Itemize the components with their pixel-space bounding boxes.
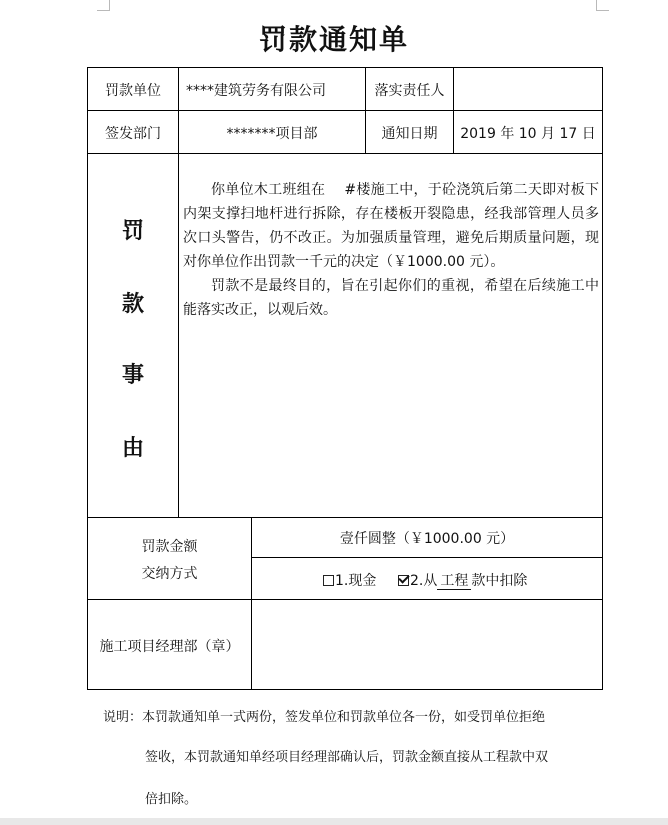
- label-penalized-unit: 罚款单位: [105, 83, 161, 99]
- document-title: 罚款通知单: [258, 23, 409, 56]
- penalty-amount-value: 壹仟圆整（￥1000.00 元）: [339, 531, 515, 547]
- reason-paragraph-1: 你单位木工班组在 #楼施工中，于砼浇筑后第二天即对板下内架支撑扫地杆进行拆除，存在楼板开裂隐患，经我部管理人员多次口头警告，仍不改正。为加强质量管理，避免后期质量问题，现对你单位作出罚款一千元的决定（￥1000.00 元）。: [183, 182, 599, 270]
- page-corner-mark-left: [97, 0, 110, 11]
- deduct-checkbox[interactable]: [398, 575, 409, 586]
- reason-paragraph-2: 罚款不是最终目的，旨在引起你们的重视，希望在后续施工中能落实改正，以观后效。: [183, 278, 599, 318]
- cash-option-label: 1.现金: [335, 573, 377, 589]
- reason-label-char: 款: [121, 292, 144, 317]
- note-line-3: 倍扣除。: [145, 792, 198, 807]
- payment-option-cash[interactable]: [323, 570, 376, 590]
- issuing-dept-value: *******项目部: [226, 126, 318, 142]
- page-corner-mark-right: [596, 0, 609, 11]
- reason-label-char: 罚: [121, 219, 144, 244]
- note-line-2: 签收，本罚款通知单经项目经理部确认后，罚款金额直接从工程款中双: [145, 750, 549, 765]
- reason-label-char: 事: [121, 363, 144, 388]
- label-project-manager-dept: 施工项目经理部（章）: [99, 639, 240, 655]
- cash-checkbox[interactable]: [323, 575, 334, 586]
- notice-date-value: 2019 年 10 月 17 日: [460, 126, 596, 142]
- label-notice-date: 通知日期: [381, 126, 438, 142]
- penalized-unit-value: ****建筑劳务有限公司: [186, 83, 326, 99]
- label-issuing-dept: 签发部门: [105, 126, 161, 142]
- label-penalty-amount: 罚款金额: [141, 539, 198, 555]
- label-payment-method: 交纳方式: [141, 566, 198, 582]
- deduct-option-suffix: 款中扣除: [471, 573, 528, 589]
- deduct-option-prefix: 2.从: [410, 573, 438, 589]
- reason-label-char: 由: [121, 436, 144, 461]
- page-bottom-gutter: [0, 818, 668, 825]
- note-line-1: 说明：本罚款通知单一式两份，签发单位和罚款单位各一份，如受罚单位拒绝: [103, 710, 546, 725]
- payment-option-deduct[interactable]: [398, 570, 527, 590]
- label-responsible-person: 落实责任人: [374, 83, 445, 99]
- deduct-option-blank: 工程: [437, 573, 471, 590]
